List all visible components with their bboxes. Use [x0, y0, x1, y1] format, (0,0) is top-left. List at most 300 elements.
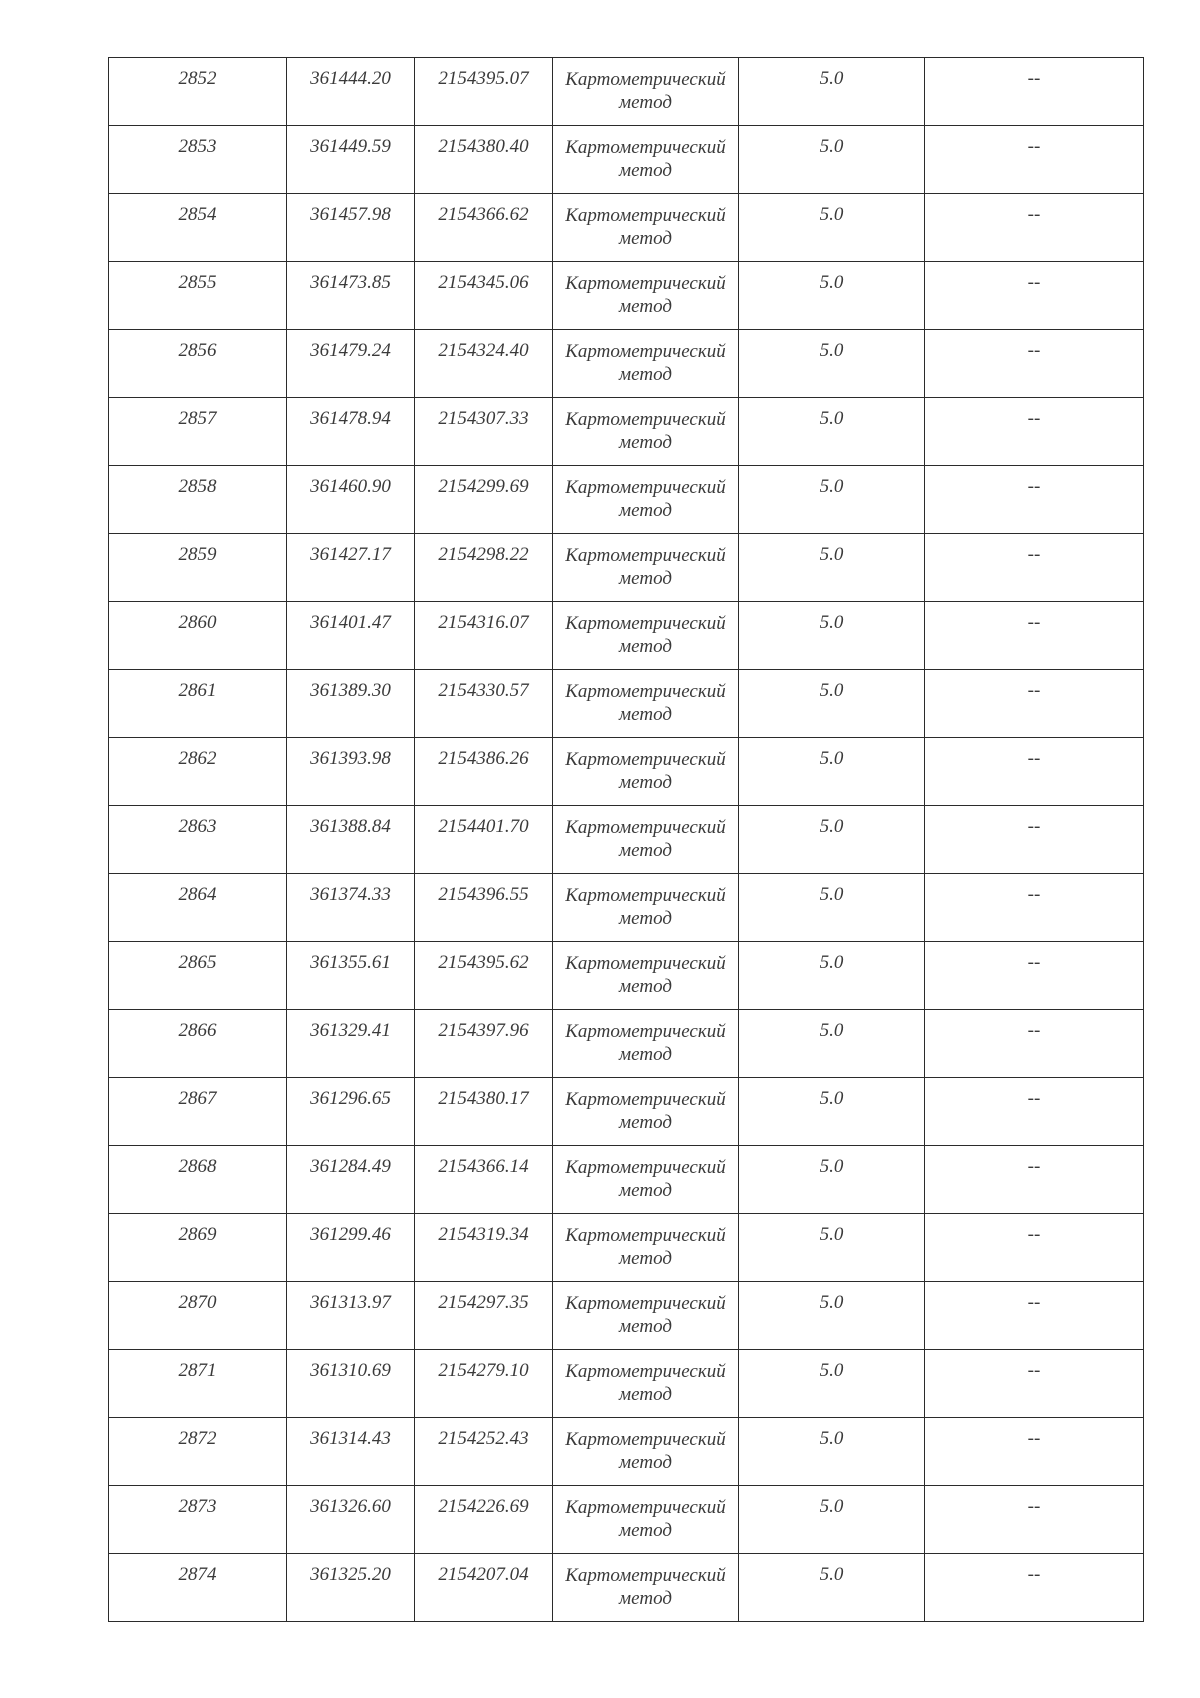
method-cell-text: Картометрический: [565, 1157, 726, 1178]
x-coordinate-cell: [287, 1010, 415, 1078]
x-coordinate-cell: [287, 1282, 415, 1350]
y-coordinate-cell-text: 2154226.69: [438, 1496, 529, 1517]
precision-cell-text: 5.0: [819, 1564, 844, 1585]
y-coordinate-cell: [415, 1350, 553, 1418]
method-cell-text: Картометрический: [565, 409, 726, 430]
description-cell-text: --: [1027, 952, 1041, 973]
description-cell-text: --: [1027, 272, 1041, 293]
method-cell-text: метод: [619, 500, 672, 521]
table-row: [109, 330, 1144, 398]
description-cell-text: --: [1027, 1428, 1041, 1449]
point-number-cell: [109, 806, 287, 874]
x-coordinate-cell-text: 361393.98: [310, 748, 391, 769]
precision-cell: [739, 534, 925, 602]
precision-cell: [739, 1010, 925, 1078]
precision-cell-text: 5.0: [819, 476, 844, 497]
description-cell-text: --: [1027, 204, 1041, 225]
y-coordinate-cell: [415, 874, 553, 942]
y-coordinate-cell-text: 2154366.62: [438, 204, 529, 225]
point-number-cell-text: 2855: [178, 272, 217, 293]
x-coordinate-cell: [287, 602, 415, 670]
description-cell: [925, 670, 1144, 738]
point-number-cell-text: 2870: [178, 1292, 217, 1313]
method-cell-text: Картометрический: [565, 1361, 726, 1382]
description-cell: [925, 398, 1144, 466]
method-cell: [553, 1554, 739, 1622]
y-coordinate-cell: [415, 602, 553, 670]
method-cell-text: Картометрический: [565, 749, 726, 770]
method-cell-text: метод: [619, 296, 672, 317]
method-cell: [553, 874, 739, 942]
x-coordinate-cell: [287, 126, 415, 194]
x-coordinate-cell: [287, 194, 415, 262]
table-row: [109, 1214, 1144, 1282]
x-coordinate-cell: [287, 942, 415, 1010]
y-coordinate-cell-text: 2154401.70: [438, 816, 529, 837]
point-number-cell-text: 2874: [178, 1564, 217, 1585]
y-coordinate-cell-text: 2154324.40: [438, 340, 529, 361]
x-coordinate-cell-text: 361457.98: [310, 204, 391, 225]
x-coordinate-cell: [287, 738, 415, 806]
point-number-cell-text: 2867: [178, 1088, 217, 1109]
precision-cell: [739, 1078, 925, 1146]
table-row: [109, 466, 1144, 534]
x-coordinate-cell-text: 361374.33: [310, 884, 391, 905]
description-cell-text: --: [1027, 1020, 1041, 1041]
precision-cell: [739, 1486, 925, 1554]
x-coordinate-cell-text: 361355.61: [310, 952, 391, 973]
table-row: [109, 942, 1144, 1010]
y-coordinate-cell-text: 2154307.33: [438, 408, 529, 429]
precision-cell-text: 5.0: [819, 816, 844, 837]
method-cell-text: Картометрический: [565, 817, 726, 838]
point-number-cell: [109, 1282, 287, 1350]
point-number-cell: [109, 1146, 287, 1214]
y-coordinate-cell: [415, 1010, 553, 1078]
y-coordinate-cell: [415, 1282, 553, 1350]
method-cell: [553, 1146, 739, 1214]
x-coordinate-cell: [287, 1554, 415, 1622]
precision-cell-text: 5.0: [819, 272, 844, 293]
method-cell: [553, 1350, 739, 1418]
point-number-cell: [109, 738, 287, 806]
description-cell-text: --: [1027, 1360, 1041, 1381]
x-coordinate-cell: [287, 1418, 415, 1486]
method-cell: [553, 466, 739, 534]
y-coordinate-cell-text: 2154395.07: [438, 68, 529, 89]
x-coordinate-cell-text: 361444.20: [310, 68, 391, 89]
y-coordinate-cell: [415, 58, 553, 126]
point-number-cell-text: 2873: [178, 1496, 217, 1517]
method-cell-text: метод: [619, 1112, 672, 1133]
precision-cell-text: 5.0: [819, 68, 844, 89]
y-coordinate-cell: [415, 534, 553, 602]
precision-cell: [739, 330, 925, 398]
table-row: [109, 194, 1144, 262]
method-cell-text: Картометрический: [565, 1565, 726, 1586]
method-cell-text: метод: [619, 840, 672, 861]
point-number-cell: [109, 1486, 287, 1554]
y-coordinate-cell-text: 2154396.55: [438, 884, 529, 905]
point-number-cell: [109, 1078, 287, 1146]
precision-cell: [739, 942, 925, 1010]
y-coordinate-cell-text: 2154380.40: [438, 136, 529, 157]
description-cell-text: --: [1027, 1224, 1041, 1245]
x-coordinate-cell-text: 361329.41: [310, 1020, 391, 1041]
method-cell-text: Картометрический: [565, 341, 726, 362]
method-cell-text: Картометрический: [565, 1497, 726, 1518]
description-cell-text: --: [1027, 1088, 1041, 1109]
precision-cell-text: 5.0: [819, 1292, 844, 1313]
method-cell-text: Картометрический: [565, 477, 726, 498]
method-cell: [553, 942, 739, 1010]
point-number-cell-text: 2872: [178, 1428, 217, 1449]
method-cell-text: Картометрический: [565, 613, 726, 634]
point-number-cell-text: 2859: [178, 544, 217, 565]
method-cell-text: метод: [619, 1316, 672, 1337]
y-coordinate-cell-text: 2154299.69: [438, 476, 529, 497]
method-cell-text: Картометрический: [565, 1089, 726, 1110]
table-row: [109, 1418, 1144, 1486]
x-coordinate-cell-text: 361473.85: [310, 272, 391, 293]
point-number-cell-text: 2866: [178, 1020, 217, 1041]
point-number-cell: [109, 1350, 287, 1418]
point-number-cell: [109, 262, 287, 330]
method-cell: [553, 58, 739, 126]
method-cell: [553, 670, 739, 738]
point-number-cell-text: 2856: [178, 340, 217, 361]
description-cell: [925, 942, 1144, 1010]
point-number-cell-text: 2865: [178, 952, 217, 973]
method-cell-text: Картометрический: [565, 953, 726, 974]
point-number-cell-text: 2860: [178, 612, 217, 633]
precision-cell-text: 5.0: [819, 1088, 844, 1109]
precision-cell: [739, 874, 925, 942]
point-number-cell-text: 2868: [178, 1156, 217, 1177]
method-cell: [553, 1486, 739, 1554]
y-coordinate-cell-text: 2154386.26: [438, 748, 529, 769]
description-cell-text: --: [1027, 680, 1041, 701]
y-coordinate-cell-text: 2154366.14: [438, 1156, 529, 1177]
description-cell: [925, 262, 1144, 330]
precision-cell-text: 5.0: [819, 612, 844, 633]
description-cell: [925, 1418, 1144, 1486]
precision-cell: [739, 1282, 925, 1350]
precision-cell-text: 5.0: [819, 1020, 844, 1041]
precision-cell-text: 5.0: [819, 680, 844, 701]
point-number-cell: [109, 126, 287, 194]
point-number-cell: [109, 1554, 287, 1622]
description-cell: [925, 874, 1144, 942]
description-cell: [925, 806, 1144, 874]
point-number-cell-text: 2871: [178, 1360, 217, 1381]
description-cell-text: --: [1027, 408, 1041, 429]
y-coordinate-cell-text: 2154316.07: [438, 612, 529, 633]
point-number-cell: [109, 194, 287, 262]
x-coordinate-cell: [287, 874, 415, 942]
y-coordinate-cell: [415, 194, 553, 262]
y-coordinate-cell: [415, 262, 553, 330]
description-cell-text: --: [1027, 612, 1041, 633]
description-cell: [925, 1486, 1144, 1554]
y-coordinate-cell: [415, 806, 553, 874]
point-number-cell: [109, 58, 287, 126]
description-cell-text: --: [1027, 884, 1041, 905]
description-cell-text: --: [1027, 1564, 1041, 1585]
x-coordinate-cell-text: 361449.59: [310, 136, 391, 157]
method-cell-text: метод: [619, 432, 672, 453]
table-row: [109, 58, 1144, 126]
description-cell-text: --: [1027, 136, 1041, 157]
precision-cell: [739, 58, 925, 126]
method-cell-text: метод: [619, 160, 672, 181]
table-row: [109, 126, 1144, 194]
description-cell-text: --: [1027, 544, 1041, 565]
method-cell-text: Картометрический: [565, 1225, 726, 1246]
x-coordinate-cell: [287, 466, 415, 534]
x-coordinate-cell: [287, 806, 415, 874]
table-row: [109, 806, 1144, 874]
y-coordinate-cell: [415, 1418, 553, 1486]
description-cell-text: --: [1027, 816, 1041, 837]
point-number-cell: [109, 602, 287, 670]
table-row: [109, 1554, 1144, 1622]
y-coordinate-cell: [415, 398, 553, 466]
point-number-cell-text: 2861: [178, 680, 217, 701]
table-row: [109, 1146, 1144, 1214]
method-cell-text: метод: [619, 228, 672, 249]
description-cell: [925, 1350, 1144, 1418]
point-number-cell-text: 2853: [178, 136, 217, 157]
method-cell-text: Картометрический: [565, 137, 726, 158]
point-number-cell: [109, 942, 287, 1010]
method-cell-text: Картометрический: [565, 885, 726, 906]
method-cell-text: Картометрический: [565, 545, 726, 566]
method-cell: [553, 330, 739, 398]
x-coordinate-cell: [287, 1486, 415, 1554]
method-cell: [553, 1010, 739, 1078]
method-cell-text: метод: [619, 568, 672, 589]
x-coordinate-cell-text: 361401.47: [310, 612, 391, 633]
point-number-cell: [109, 1214, 287, 1282]
precision-cell-text: 5.0: [819, 952, 844, 973]
x-coordinate-cell-text: 361310.69: [310, 1360, 391, 1381]
table-row: [109, 1010, 1144, 1078]
method-cell-text: метод: [619, 1180, 672, 1201]
point-number-cell-text: 2852: [178, 68, 217, 89]
method-cell: [553, 602, 739, 670]
x-coordinate-cell-text: 361460.90: [310, 476, 391, 497]
description-cell: [925, 58, 1144, 126]
point-number-cell: [109, 398, 287, 466]
x-coordinate-cell-text: 361478.94: [310, 408, 391, 429]
method-cell-text: метод: [619, 92, 672, 113]
point-number-cell: [109, 670, 287, 738]
x-coordinate-cell: [287, 330, 415, 398]
y-coordinate-cell: [415, 942, 553, 1010]
method-cell-text: Картометрический: [565, 1293, 726, 1314]
precision-cell: [739, 194, 925, 262]
method-cell: [553, 1418, 739, 1486]
method-cell-text: метод: [619, 1588, 672, 1609]
point-number-cell: [109, 466, 287, 534]
point-number-cell-text: 2869: [178, 1224, 217, 1245]
y-coordinate-cell-text: 2154319.34: [438, 1224, 529, 1245]
description-cell-text: --: [1027, 1292, 1041, 1313]
precision-cell-text: 5.0: [819, 1428, 844, 1449]
table-row: [109, 1282, 1144, 1350]
point-number-cell: [109, 1010, 287, 1078]
precision-cell: [739, 1554, 925, 1622]
method-cell-text: метод: [619, 1520, 672, 1541]
method-cell: [553, 1078, 739, 1146]
y-coordinate-cell-text: 2154207.04: [438, 1564, 529, 1585]
x-coordinate-cell: [287, 1146, 415, 1214]
x-coordinate-cell-text: 361326.60: [310, 1496, 391, 1517]
point-number-cell-text: 2864: [178, 884, 217, 905]
description-cell: [925, 1010, 1144, 1078]
description-cell: [925, 738, 1144, 806]
x-coordinate-cell: [287, 1350, 415, 1418]
x-coordinate-cell-text: 361313.97: [310, 1292, 391, 1313]
y-coordinate-cell-text: 2154397.96: [438, 1020, 529, 1041]
table-row: [109, 1486, 1144, 1554]
method-cell: [553, 126, 739, 194]
method-cell-text: метод: [619, 1452, 672, 1473]
method-cell-text: метод: [619, 704, 672, 725]
description-cell: [925, 1282, 1144, 1350]
method-cell-text: метод: [619, 1044, 672, 1065]
precision-cell: [739, 1146, 925, 1214]
y-coordinate-cell: [415, 1486, 553, 1554]
table-row: [109, 534, 1144, 602]
precision-cell: [739, 670, 925, 738]
y-coordinate-cell-text: 2154297.35: [438, 1292, 529, 1313]
precision-cell-text: 5.0: [819, 340, 844, 361]
x-coordinate-cell-text: 361479.24: [310, 340, 391, 361]
y-coordinate-cell-text: 2154279.10: [438, 1360, 529, 1381]
description-cell: [925, 534, 1144, 602]
precision-cell-text: 5.0: [819, 1360, 844, 1381]
y-coordinate-cell: [415, 330, 553, 398]
y-coordinate-cell: [415, 1214, 553, 1282]
x-coordinate-cell: [287, 398, 415, 466]
description-cell-text: --: [1027, 1156, 1041, 1177]
x-coordinate-cell-text: 361427.17: [310, 544, 391, 565]
y-coordinate-cell-text: 2154345.06: [438, 272, 529, 293]
description-cell-text: --: [1027, 748, 1041, 769]
table-row: [109, 670, 1144, 738]
y-coordinate-cell: [415, 1146, 553, 1214]
method-cell-text: метод: [619, 364, 672, 385]
description-cell: [925, 1078, 1144, 1146]
description-cell: [925, 1554, 1144, 1622]
precision-cell: [739, 262, 925, 330]
method-cell-text: Картометрический: [565, 1021, 726, 1042]
description-cell: [925, 330, 1144, 398]
method-cell: [553, 534, 739, 602]
y-coordinate-cell: [415, 126, 553, 194]
method-cell-text: метод: [619, 1384, 672, 1405]
point-number-cell: [109, 874, 287, 942]
coordinates-table-body: [109, 58, 1144, 1622]
point-number-cell-text: 2857: [178, 408, 217, 429]
table-row: [109, 1350, 1144, 1418]
precision-cell-text: 5.0: [819, 748, 844, 769]
point-number-cell: [109, 330, 287, 398]
x-coordinate-cell-text: 361314.43: [310, 1428, 391, 1449]
point-number-cell-text: 2858: [178, 476, 217, 497]
precision-cell: [739, 1214, 925, 1282]
precision-cell: [739, 466, 925, 534]
precision-cell-text: 5.0: [819, 1224, 844, 1245]
method-cell-text: Картометрический: [565, 681, 726, 702]
method-cell-text: Картометрический: [565, 205, 726, 226]
description-cell: [925, 126, 1144, 194]
y-coordinate-cell: [415, 1554, 553, 1622]
x-coordinate-cell: [287, 1078, 415, 1146]
point-number-cell-text: 2862: [178, 748, 217, 769]
description-cell: [925, 194, 1144, 262]
y-coordinate-cell-text: 2154252.43: [438, 1428, 529, 1449]
y-coordinate-cell: [415, 1078, 553, 1146]
x-coordinate-cell: [287, 534, 415, 602]
precision-cell-text: 5.0: [819, 544, 844, 565]
x-coordinate-cell-text: 361388.84: [310, 816, 391, 837]
x-coordinate-cell: [287, 262, 415, 330]
method-cell-text: метод: [619, 1248, 672, 1269]
x-coordinate-cell-text: 361325.20: [310, 1564, 391, 1585]
method-cell-text: метод: [619, 772, 672, 793]
point-number-cell-text: 2854: [178, 204, 217, 225]
table-row: [109, 874, 1144, 942]
method-cell-text: метод: [619, 636, 672, 657]
method-cell: [553, 1282, 739, 1350]
method-cell: [553, 398, 739, 466]
precision-cell-text: 5.0: [819, 204, 844, 225]
description-cell: [925, 1146, 1144, 1214]
x-coordinate-cell: [287, 1214, 415, 1282]
description-cell: [925, 1214, 1144, 1282]
method-cell-text: Картометрический: [565, 273, 726, 294]
description-cell-text: --: [1027, 340, 1041, 361]
method-cell: [553, 806, 739, 874]
y-coordinate-cell-text: 2154298.22: [438, 544, 529, 565]
table-row: [109, 262, 1144, 330]
table-row: [109, 738, 1144, 806]
precision-cell: [739, 1418, 925, 1486]
y-coordinate-cell: [415, 466, 553, 534]
coordinates-table: [108, 57, 1144, 1622]
point-number-cell: [109, 1418, 287, 1486]
description-cell-text: --: [1027, 476, 1041, 497]
method-cell-text: метод: [619, 976, 672, 997]
table-row: [109, 602, 1144, 670]
method-cell: [553, 1214, 739, 1282]
precision-cell: [739, 738, 925, 806]
y-coordinate-cell: [415, 670, 553, 738]
precision-cell: [739, 126, 925, 194]
x-coordinate-cell-text: 361299.46: [310, 1224, 391, 1245]
x-coordinate-cell-text: 361296.65: [310, 1088, 391, 1109]
description-cell: [925, 602, 1144, 670]
precision-cell: [739, 1350, 925, 1418]
description-cell: [925, 466, 1144, 534]
method-cell: [553, 194, 739, 262]
precision-cell-text: 5.0: [819, 1496, 844, 1517]
method-cell-text: Картометрический: [565, 1429, 726, 1450]
precision-cell-text: 5.0: [819, 136, 844, 157]
